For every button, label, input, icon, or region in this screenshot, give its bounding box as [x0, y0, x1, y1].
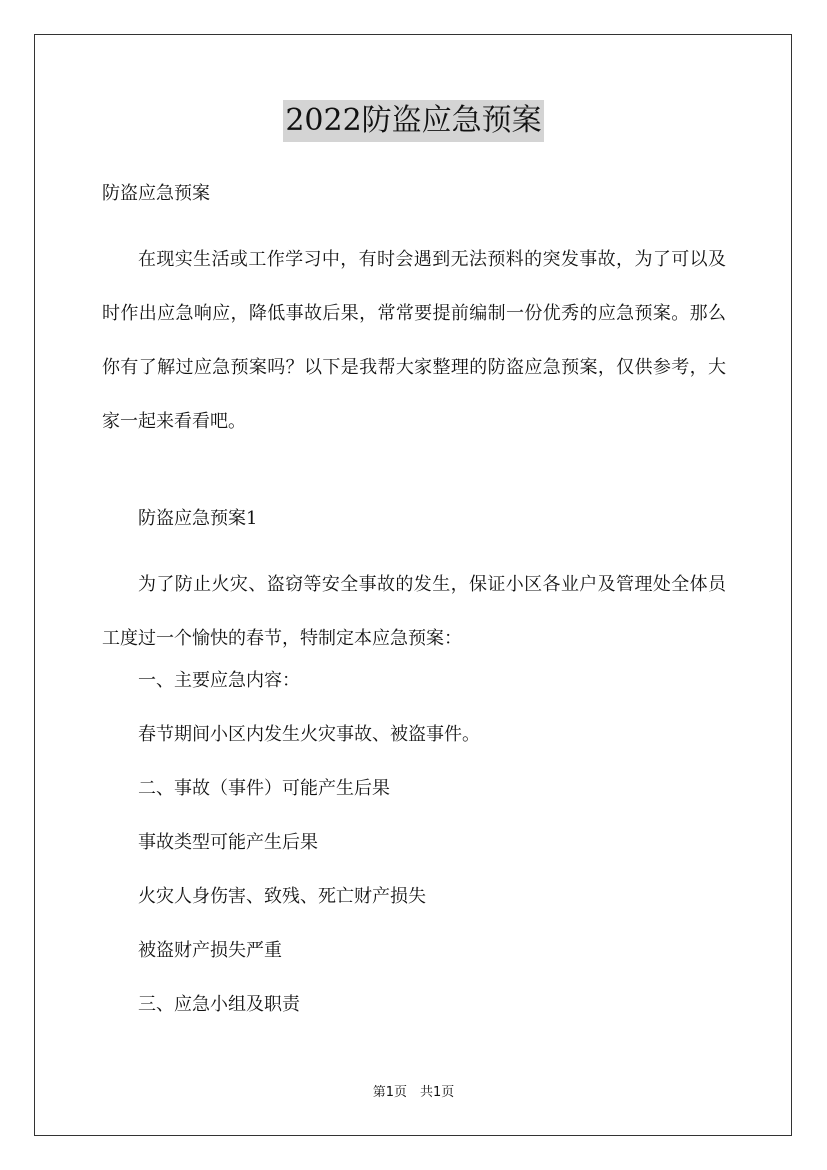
document-title: 2022防盗应急预案 [283, 100, 543, 142]
item1-heading: 一、主要应急内容： [138, 670, 300, 691]
section1-heading: 防盗应急预案1 [138, 508, 258, 529]
item2-heading: 二、事故（事件）可能产生后果 [138, 778, 390, 799]
section1-paragraph: 为了防止火灾、盗窃等安全事故的发生，保证小区各业户及管理处全体员工度过一个愉快的春节，特制定本应急预案： [102, 574, 726, 649]
table-row-fire: 火灾人身伤害、致残、死亡财产损失 [138, 886, 426, 907]
page-footer: 第1页 共1页 [372, 1085, 455, 1100]
item1-text: 春节期间小区内发生火灾事故、被盗事件。 [138, 724, 480, 745]
table-header-line: 事故类型可能产生后果 [138, 832, 318, 853]
document-subtitle: 防盗应急预案 [102, 183, 210, 204]
intro-paragraph: 在现实生活或工作学习中，有时会遇到无法预料的突发事故，为了可以及时作出应急响应，降低事故后果，常常要提前编制一份优秀的应急预案。那么你有了解过应急预案吗？以下是我帮大家整理的防盗应急预案，仅供参考，大家一起来看看吧。 [102, 249, 726, 432]
title-container [0, 100, 827, 142]
item3-heading: 三、应急小组及职责 [138, 994, 300, 1015]
table-row-theft: 被盗财产损失严重 [138, 940, 282, 961]
